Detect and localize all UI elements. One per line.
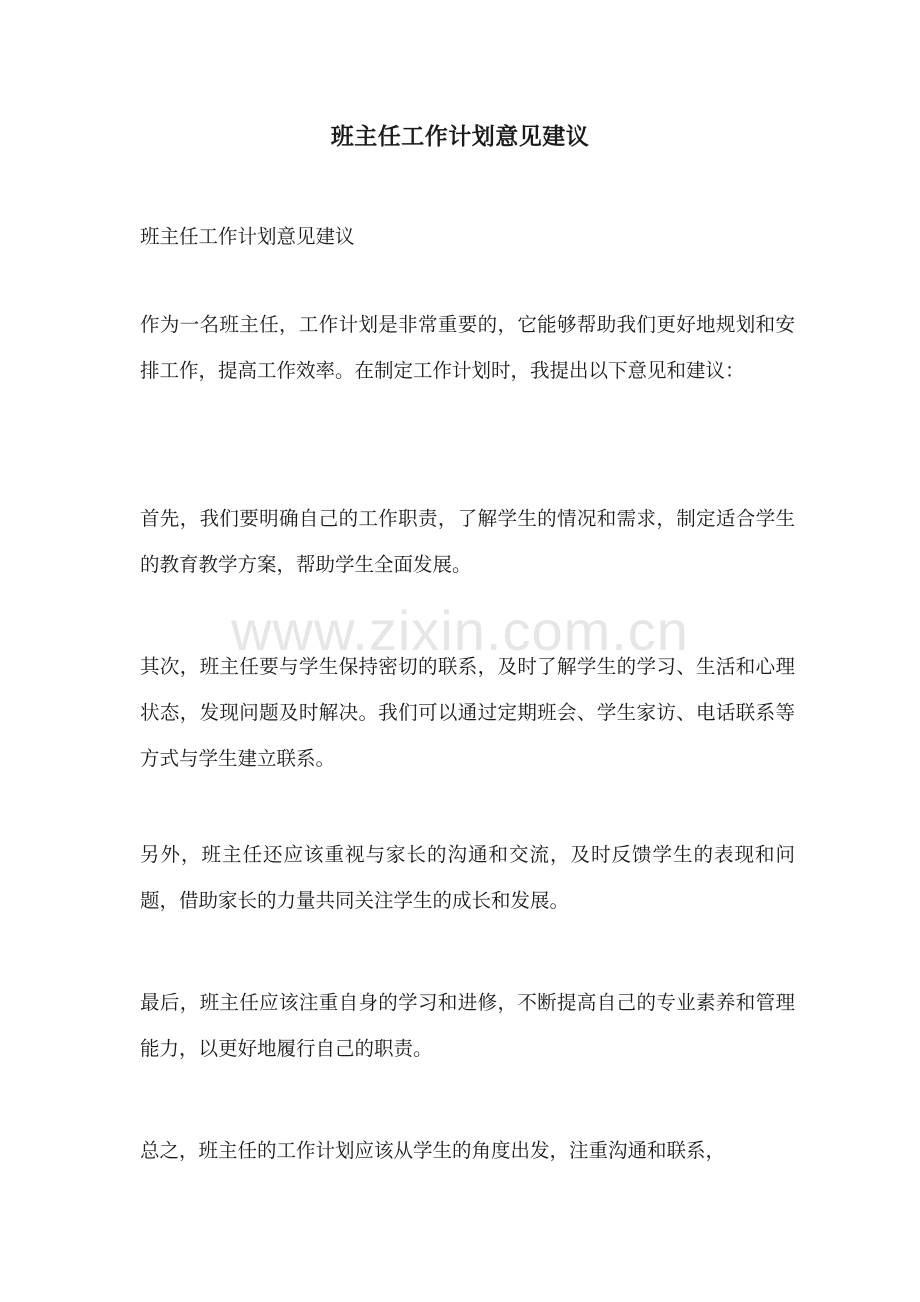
paragraph-conclusion: 总之，班主任的工作计划应该从学生的角度出发，注重沟通和联系，: [140, 1139, 726, 1162]
page-title: 班主任工作计划意见建议: [330, 123, 590, 150]
watermark: www.zixin.com.cn: [231, 599, 689, 662]
paragraph-second: 其次，班主任要与学生保持密切的联系，及时了解学生的学习、生活和心理状态，发现问题及时解决。我们可以通过定期班会、学生家访、电话联系等方式与学生建立联系。: [140, 655, 795, 770]
paragraph-intro: 作为一名班主任，工作计划是非常重要的，它能够帮助我们更好地规划和安排工作，提高工作效率。在制定工作计划时，我提出以下意见和建议：: [140, 313, 795, 382]
paragraph-finally: 最后，班主任应该注重自身的学习和进修，不断提高自己的专业素养和管理能力，以更好地履行自己的职责。: [140, 991, 795, 1060]
document-subtitle: 班主任工作计划意见建议: [140, 225, 355, 248]
paragraph-first: 首先，我们要明确自己的工作职责，了解学生的情况和需求，制定适合学生的教育教学方案，帮助学生全面发展。: [140, 507, 795, 576]
paragraph-additionally: 另外，班主任还应该重视与家长的沟通和交流，及时反馈学生的表现和问题，借助家长的力量共同关注学生的成长和发展。: [140, 843, 795, 912]
